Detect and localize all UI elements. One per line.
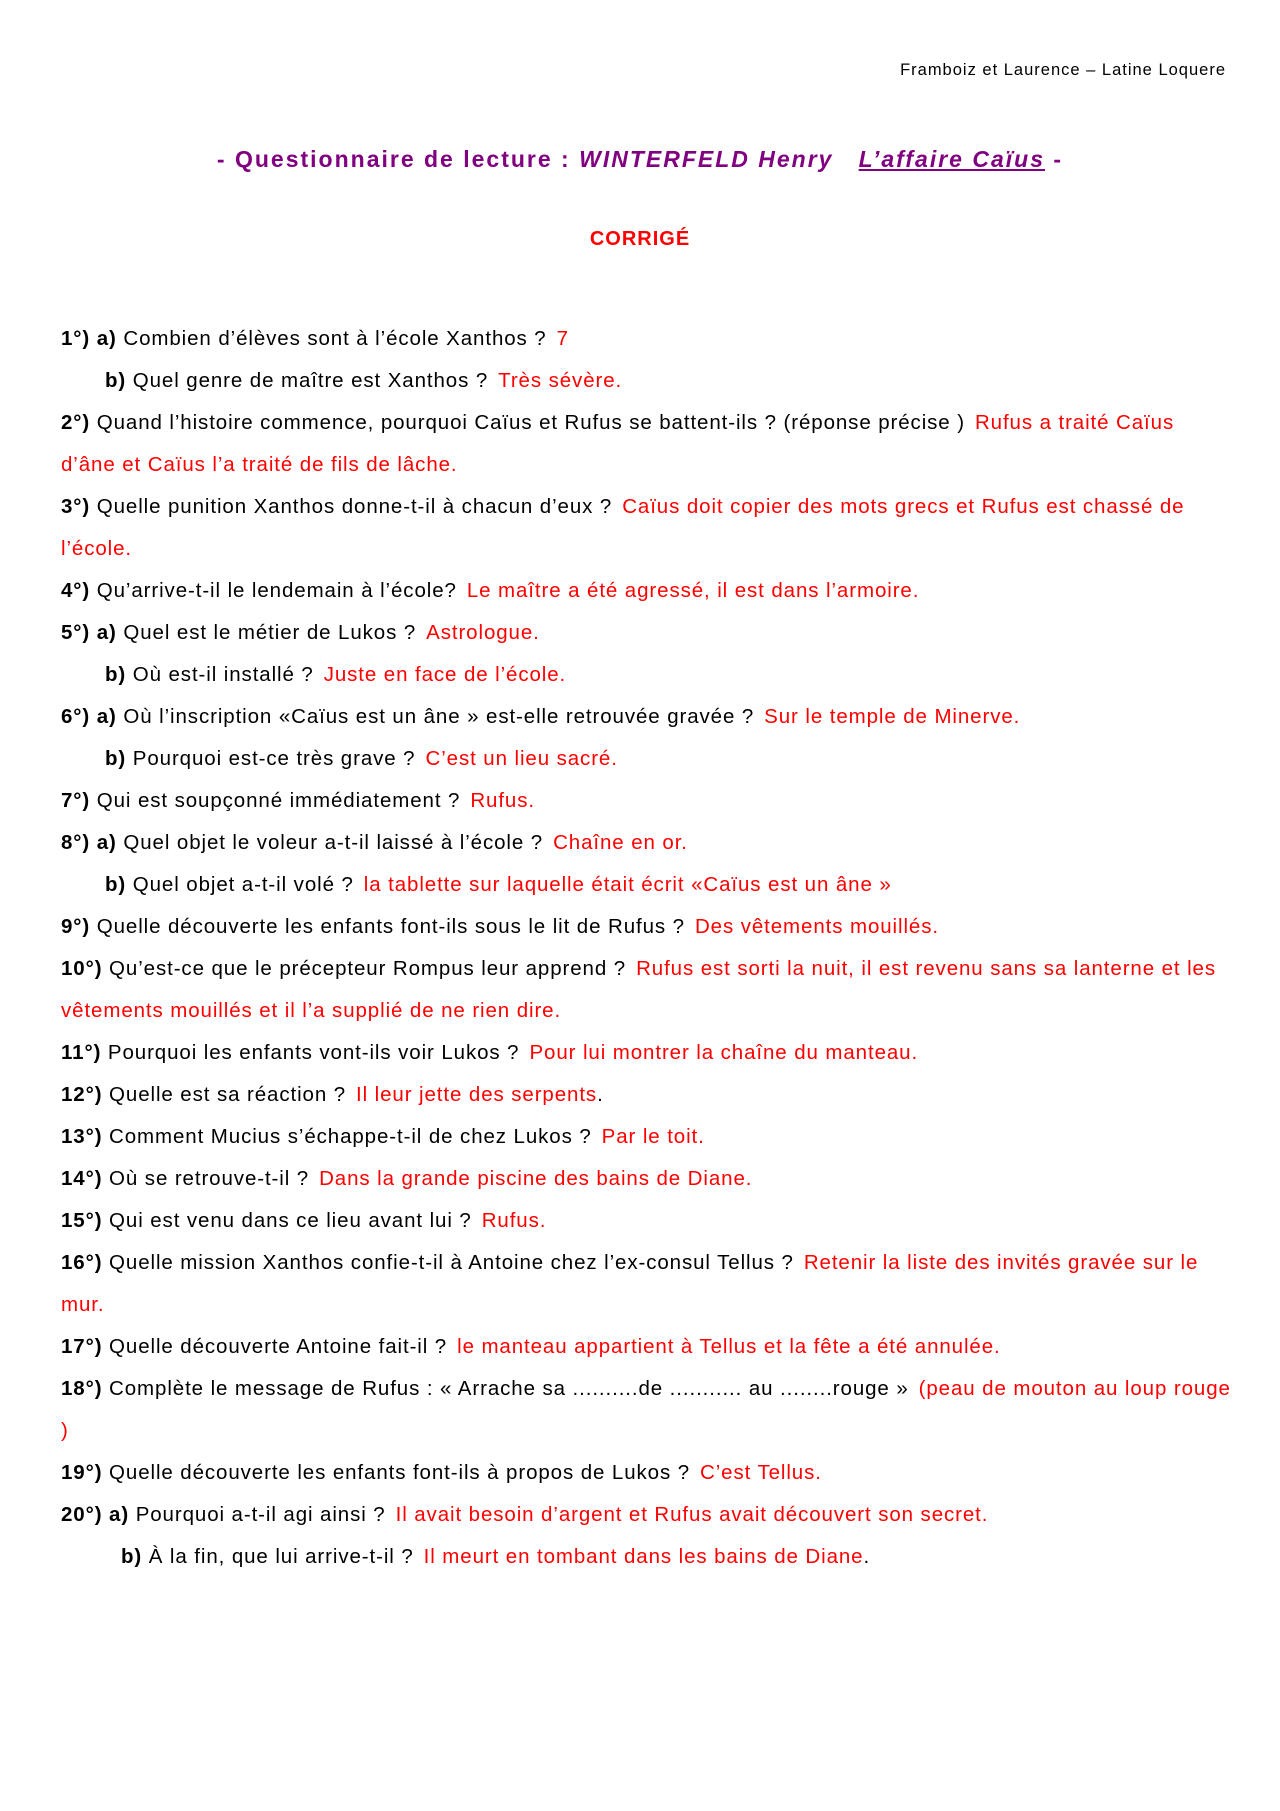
page-subtitle: CORRIGÉ — [589, 228, 691, 250]
answer-text: Il avait besoin d’argent et Rufus avait découvert son secret. — [395, 1503, 989, 1526]
question-number: 9°) — [61, 915, 91, 938]
answer-tail: . — [597, 1083, 604, 1106]
question-15 — [61, 1200, 1231, 1242]
question-number: 2°) — [61, 411, 91, 434]
question-text: Où l’inscription «Caïus est un âne » est-elle retrouvée gravée ? — [123, 705, 755, 728]
question-text: Pourquoi les enfants vont-ils voir Lukos ? — [107, 1041, 520, 1064]
question-9 — [61, 906, 1231, 948]
question-text: Où se retrouve-t-il ? — [109, 1167, 310, 1190]
question-text: Complète le message de Rufus : « Arrache sa ..........de ........... au ........rouge » — [109, 1377, 909, 1400]
question-19 — [61, 1452, 1231, 1494]
answer-text: Chaîne en or. — [553, 831, 688, 854]
question-8a — [61, 822, 1231, 864]
answer-text: Dans la grande piscine des bains de Diane. — [319, 1167, 753, 1190]
question-number: 6°) — [61, 705, 91, 728]
question-number: 10°) — [61, 957, 103, 980]
answer-text: Astrologue. — [426, 621, 540, 644]
question-text: Où est-il installé ? — [132, 663, 314, 686]
question-number: 7°) — [61, 789, 91, 812]
question-12 — [61, 1074, 1231, 1116]
question-text: Qu’est-ce que le précepteur Rompus leur apprend ? — [109, 957, 627, 980]
question-5a — [61, 612, 1231, 654]
answer-tail: . — [863, 1545, 871, 1568]
answer-text: Juste en face de l’école. — [323, 663, 567, 686]
question-number: 19°) — [61, 1461, 103, 1484]
question-number: 20°) — [61, 1503, 103, 1526]
question-18 — [61, 1368, 1231, 1452]
question-text: Pourquoi est-ce très grave ? — [132, 747, 416, 770]
question-16 — [61, 1242, 1231, 1326]
question-part: b) — [121, 1545, 143, 1568]
question-part: a) — [109, 1503, 130, 1526]
question-text: Qu’arrive-t-il le lendemain à l’école? — [96, 579, 457, 602]
question-part: b) — [105, 873, 127, 896]
answer-text: Sur le temple de Minerve. — [764, 705, 1021, 728]
question-5b — [61, 654, 1231, 696]
answer-text: Par le toit. — [601, 1125, 705, 1148]
question-part: b) — [105, 747, 127, 770]
question-number: 15°) — [61, 1209, 103, 1232]
question-text: Quelle découverte les enfants font-ils à propos de Lukos ? — [109, 1461, 691, 1484]
question-6b — [61, 738, 1231, 780]
question-text: Pourquoi a-t-il agi ainsi ? — [135, 1503, 386, 1526]
question-number: 1°) — [61, 327, 91, 350]
question-number: 3°) — [61, 495, 91, 518]
question-text: Quel objet a-t-il volé ? — [132, 873, 354, 896]
question-text: Quelle punition Xanthos donne-t-il à chacun d’eux ? — [96, 495, 613, 518]
question-11 — [61, 1032, 1231, 1074]
question-number: 16°) — [61, 1251, 103, 1274]
question-text: Quel est le métier de Lukos ? — [123, 621, 417, 644]
question-6a — [61, 696, 1231, 738]
answer-text: Rufus a traité Caïus d’âne et Caïus l’a traité de fils de lâche. — [61, 411, 1175, 476]
question-10 — [61, 948, 1231, 1032]
question-part: b) — [105, 663, 127, 686]
answer-text: C’est un lieu sacré. — [425, 747, 618, 770]
question-text: Quelle découverte les enfants font-ils sous le lit de Rufus ? — [96, 915, 685, 938]
answer-text: Le maître a été agressé, il est dans l’armoire. — [466, 579, 920, 602]
question-part: a) — [96, 327, 117, 350]
answer-text: Il meurt en tombant dans les bains de Diane — [423, 1545, 864, 1568]
question-17 — [61, 1326, 1231, 1368]
question-text: Quel genre de maître est Xanthos ? — [132, 369, 489, 392]
title-book: L’affaire Caïus — [858, 146, 1045, 172]
answer-text: (peau de mouton au loup rouge ) — [61, 1377, 1231, 1442]
question-part: b) — [105, 369, 127, 392]
question-number: 12°) — [61, 1083, 103, 1106]
question-text: Quelle mission Xanthos confie-t-il à Antoine chez l’ex-consul Tellus ? — [109, 1251, 794, 1274]
question-7 — [61, 780, 1231, 822]
answer-text: le manteau appartient à Tellus et la fête a été annulée. — [457, 1335, 1001, 1358]
question-number: 8°) — [61, 831, 91, 854]
question-number: 4°) — [61, 579, 91, 602]
answer-text: Pour lui montrer la chaîne du manteau. — [529, 1041, 919, 1064]
question-text: Quelle est sa réaction ? — [109, 1083, 347, 1106]
question-20b — [61, 1536, 1231, 1578]
questionnaire — [61, 318, 1231, 1578]
question-1b — [61, 360, 1231, 402]
question-number: 18°) — [61, 1377, 103, 1400]
title-author: WINTERFELD Henry — [579, 146, 834, 172]
question-4 — [61, 570, 1231, 612]
question-number: 14°) — [61, 1167, 103, 1190]
answer-text: la tablette sur laquelle était écrit «Caïus est un âne » — [363, 873, 892, 896]
question-number: 5°) — [61, 621, 91, 644]
question-part: a) — [96, 621, 117, 644]
question-8b — [61, 864, 1231, 906]
question-text: Quand l’histoire commence, pourquoi Caïus et Rufus se battent-ils ? (réponse précise ) — [96, 411, 965, 434]
question-2 — [61, 402, 1231, 486]
question-part: a) — [96, 705, 117, 728]
question-number: 13°) — [61, 1125, 103, 1148]
question-14 — [61, 1158, 1231, 1200]
question-number: 17°) — [61, 1335, 103, 1358]
question-3 — [61, 486, 1231, 570]
answer-text: Rufus. — [481, 1209, 547, 1232]
answer-text: Retenir la liste des invités gravée sur le mur. — [61, 1251, 1199, 1316]
question-part: a) — [96, 831, 117, 854]
question-text: Combien d’élèves sont à l’école Xanthos ? — [123, 327, 547, 350]
question-text: À la fin, que lui arrive-t-il ? — [148, 1545, 414, 1568]
question-text: Comment Mucius s’échappe-t-il de chez Lukos ? — [109, 1125, 592, 1148]
question-number: 11°) — [61, 1041, 102, 1064]
answer-text: Rufus est sorti la nuit, il est revenu sans sa lanterne et les vêtements mouillés et il l’a supplié de ne rien dire. — [61, 957, 1217, 1022]
answer-text: Très sévère. — [498, 369, 623, 392]
question-text: Quelle découverte Antoine fait-il ? — [109, 1335, 448, 1358]
answer-text: C’est Tellus. — [700, 1461, 822, 1484]
question-20a — [61, 1494, 1231, 1536]
header-credit: Framboiz et Laurence – Latine Loquere — [900, 61, 1226, 79]
answer-text: Des vêtements mouillés. — [694, 915, 939, 938]
title-prefix: - Questionnaire de lecture : — [216, 146, 580, 172]
answer-text: Il leur jette des serpents — [356, 1083, 598, 1106]
question-1a — [61, 318, 1231, 360]
question-text: Qui est soupçonné immédiatement ? — [96, 789, 461, 812]
answer-text: Caïus doit copier des mots grecs et Rufus est chassé de l’école. — [61, 495, 1185, 560]
question-13 — [61, 1116, 1231, 1158]
title-suffix: - — [1045, 146, 1064, 172]
answer-text: 7 — [556, 327, 569, 350]
question-text: Quel objet le voleur a-t-il laissé à l’école ? — [123, 831, 544, 854]
answer-text: Rufus. — [470, 789, 535, 812]
question-text: Qui est venu dans ce lieu avant lui ? — [109, 1209, 472, 1232]
page-title — [0, 146, 1280, 173]
